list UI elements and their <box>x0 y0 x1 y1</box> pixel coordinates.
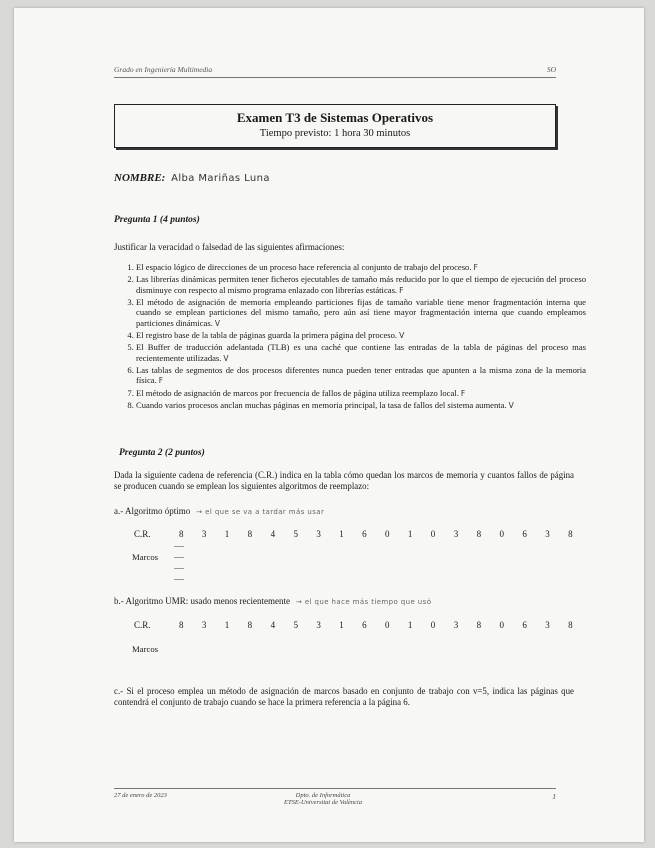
exam-page <box>14 8 644 842</box>
cr-value: 0 <box>430 620 436 630</box>
cr-value: 8 <box>568 529 573 539</box>
cr-value: 8 <box>568 620 573 630</box>
cr-value: 0 <box>385 620 390 630</box>
cr-value: 4 <box>270 529 276 539</box>
frame-line <box>174 546 184 547</box>
cr-value: 0 <box>499 529 504 539</box>
cr-value: 0 <box>499 620 504 630</box>
question-2-intro: Dada la siguiente cadena de referencia (C.R.) indica en la tabla cómo quedan los marcos de memoria y cuantos fallos de página se producen cuando se emplean los siguientes algoritmos de reemplazo: <box>114 470 574 491</box>
statements-list <box>119 262 586 412</box>
answer-mark: V <box>399 331 405 341</box>
statement-item: 2. Las librerías dinámicas permiten tener ficheros ejecutables de tamaño más reducido por lo que el tiempo de ejecución del proceso disminuye con respecto al mismo programa enlazado con librerías estáticas. F <box>136 274 586 296</box>
statement-item: 4. El registro base de la tabla de páginas guarda la primera página del proceso. V <box>136 330 586 342</box>
answer-mark: F <box>460 388 466 398</box>
footer-department: Dpto. de Informática ETSE-Universitat de València <box>284 792 362 806</box>
footer-rule <box>114 788 556 789</box>
cr-value: 5 <box>293 620 298 630</box>
title-box <box>114 104 556 148</box>
cr-value: 4 <box>270 620 276 630</box>
reference-string-row-a <box>134 529 591 539</box>
cr-value: 8 <box>476 529 482 539</box>
cr-value: 3 <box>201 529 207 539</box>
cr-value: 6 <box>362 620 367 630</box>
question-1-intro: Justificar la veracidad o falsedad de las siguientes afirmaciones: <box>114 242 345 252</box>
frame-line <box>174 579 184 580</box>
statement-item: 6. Las tablas de segmentos de dos procesos diferentes nunca pueden tener entradas que apunten a la misma zona de la memoria física. F <box>136 365 586 387</box>
cr-value: 8 <box>476 620 482 630</box>
cr-value: 3 <box>316 620 321 630</box>
footer-date: 27 de enero de 2023 <box>114 792 167 799</box>
statement-item: 1. El espacio lógico de direcciones de un proceso hace referencia al conjunto de trabajo del proceso. F <box>136 262 586 274</box>
reference-string-row-b <box>134 620 591 630</box>
cr-value: 5 <box>293 529 298 539</box>
statement-item: 5. El Buffer de traducción adelantada (TLB) es una caché que contiene las entradas de la tabla de páginas del proceso mas recientemente utilizadas. V <box>136 342 586 364</box>
answer-mark: V <box>214 318 220 328</box>
cr-value: 8 <box>179 529 184 539</box>
exam-duration: Tiempo previsto: 1 hora 30 minutos <box>259 128 411 139</box>
cr-value: 3 <box>453 620 459 630</box>
student-name-handwritten: Alba Mariñas Luna <box>171 173 270 184</box>
cr-value: 1 <box>224 529 230 539</box>
cr-value: 8 <box>247 529 253 539</box>
cr-value: 3 <box>453 529 459 539</box>
algorithm-optimal-label: a.- Algoritmo óptimo → el que se va a tardar más usar <box>114 506 325 516</box>
header-rule <box>114 77 556 78</box>
cr-label: C.R. <box>134 620 151 630</box>
cr-value: 1 <box>407 620 413 630</box>
algorithm-lru-label: b.- Algoritmo UMR: usado menos recientemente → el que hace más tiempo que usó <box>114 596 432 606</box>
cr-value: 3 <box>316 529 321 539</box>
cr-value: 1 <box>224 620 230 630</box>
frame-line <box>174 568 184 569</box>
answer-mark: F <box>473 263 478 272</box>
cr-value: 8 <box>247 620 253 630</box>
statement-item: 7. El método de asignación de marcos por frecuencia de fallos de página utiliza reemplazo local. F <box>136 388 586 400</box>
cr-value: 0 <box>430 529 436 539</box>
answer-mark: V <box>223 353 229 363</box>
answer-mark: V <box>508 400 514 410</box>
statement-item: 8. Cuando varios procesos anclan muchas páginas en memoria principal, la tasa de fallos del sistema aumenta. V <box>136 400 586 412</box>
answer-mark: F <box>158 376 164 386</box>
handwritten-note-lru: → el que hace más tiempo que usó <box>295 598 432 606</box>
student-name-row <box>114 172 270 184</box>
cr-value: 1 <box>339 529 344 539</box>
exam-title: Examen T3 de Sistemas Operativos <box>236 110 434 125</box>
cr-value: 8 <box>179 620 184 630</box>
page-header <box>114 65 556 74</box>
frame-line <box>174 557 184 558</box>
cr-value: 1 <box>407 529 413 539</box>
answer-mark: F <box>399 285 404 295</box>
handwritten-note-optimal: → el que se va a tardar más usar <box>196 508 325 516</box>
name-label: NOMBRE: <box>114 172 166 184</box>
header-subject: SO <box>546 65 556 74</box>
header-degree: Grado en Ingeniería Multimedia <box>114 65 213 74</box>
frames-label-a: Marcos <box>132 552 159 562</box>
cr-value: 0 <box>385 529 390 539</box>
frames-label-b: Marcos <box>132 644 159 654</box>
cr-value: 3 <box>545 620 550 630</box>
cr-label: C.R. <box>134 529 151 539</box>
question-1-heading: Pregunta 1 (4 puntos) <box>114 215 200 225</box>
page-number: 1 <box>552 792 556 801</box>
cr-value: 6 <box>522 620 527 630</box>
question-2-heading: Pregunta 2 (2 puntos) <box>119 448 205 458</box>
cr-value: 1 <box>339 620 344 630</box>
question-2c-text: c.- Si el proceso emplea un método de asignación de marcos basado en conjunto de trabajo con v=5, indica las páginas que contendrá el conjunto de trabajo cuando se hace la primera referencia a la página 6. <box>114 686 574 707</box>
cr-value: 6 <box>522 529 527 539</box>
statement-item: 3. El método de asignación de memoria empleando particiones fijas de tamaño variable tiene menor fragmentación interna que cuando se emplean particiones del mismo tamaño, pero aún así tiene mayor fragmentación interna que cuando empleamos particiones dinámicas. V <box>136 297 586 330</box>
cr-value: 6 <box>362 529 367 539</box>
cr-value: 3 <box>201 620 207 630</box>
cr-value: 3 <box>545 529 550 539</box>
